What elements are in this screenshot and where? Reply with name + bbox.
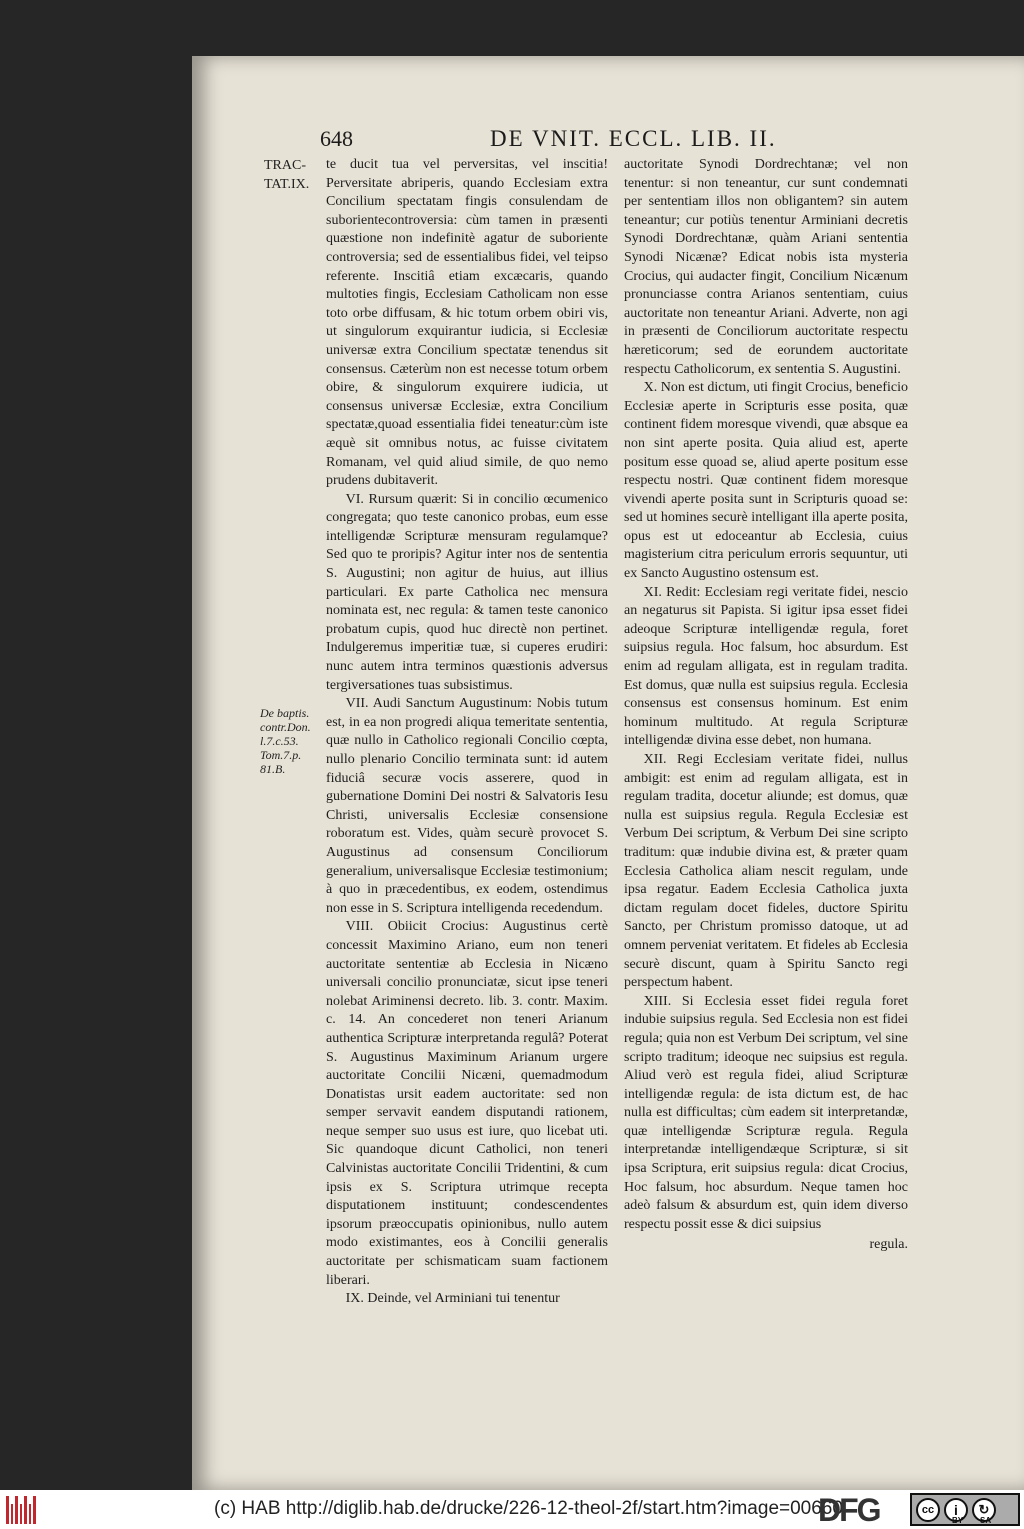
dfg-logo[interactable]: DFG: [818, 1492, 880, 1528]
page-header: [320, 126, 1004, 156]
paragraph: VI. Rursum quærit: Si in concilio œcumenico congregata; quo teste canonico probas, eum esse intelligendæ Scripturæ mensuram regulamque? Sed quo te proripis? Agitur inter nos de sententia S. Augustini; non agitur de huius, aut illius particulari. Ex parte Catholica nec mensura nominata est, nec regula: & tamen teste canonico probatum cupis, quod huc directè non pertinet. Indulgeremus imperitiæ tuæ, si cuperes erudiri: nunc autem intra terminos quæstionis adversus tergiversationes tuas subsistimus.: [326, 491, 608, 693]
left-column: [326, 156, 608, 1309]
cc-license-badge[interactable]: [910, 1493, 1020, 1526]
book-page: [192, 56, 1024, 1490]
attribution-icon: i: [944, 1498, 968, 1522]
viewer-footer: [0, 1490, 1024, 1529]
hab-logo-icon[interactable]: [6, 1496, 36, 1524]
paragraph: te ducit tua vel perversitas, vel inscitia! Perversitate abriperis, quando Ecclesiam extra Concilium spectatam fingis consulendam de suborientecontroversia: cùm tamen in præsenti quæstione non indefinitè agatur de suboriente controversia; sed de essentialibus fidei, vel teipso referente. Inscitiâ etiam excæcaris, quando multoties fingis, Ecclesiam Catholicam non esse toto orbe diffusam, & hic totum orbem obiri vis, ut singulorum exquirantur iudicia, si Ecclesiæ universæ extra Concilium spectatæ tenendus sit consensus. Cæterùm non est necesse totum orbem obire, & singulorum exquirere iudicia, ut consensus universæ Ecclesiæ, extra Concilium spectatæ,quoad essentialia fidei teneatur:cùm iste æquè sit omnibus notus, ac fuisse civitatem Romanam, vel quid aliud simile, de quo nemo prudens dubitaverit.: [326, 157, 608, 489]
paragraph: XI. Redit: Ecclesiam regi veritate fidei, nescio an negaturus sit Papista. Si igitur ipsa esset fidei adeoque Scripturæ intelligendæ regula, foret suipsius regula. Hoc falsum, hoc absurdum. Est enim ad regulam alligata, est in regulam tradita. Est domus, quæ nulla est suipsius regula. Ecclesia consensus est consensus hominum. Est enim hominum multitudo. At regula Scripturæ intelligendæ divina esse debet, non humana.: [624, 584, 908, 749]
share-alike-icon: ↻: [972, 1498, 996, 1522]
running-title: DE VNIT. ECCL. LIB. II.: [490, 126, 777, 151]
paragraph: X. Non est dictum, uti fingit Crocius, beneficio Ecclesiæ aperte in Scripturis esse posita, quæ continent fidem moresque vivendi, quæ absque ea non sint aperte posita. Quia aliud est, aperte positum esse quoad se, aliud aperte positum esse respectu nostri. Quæ continent fidem moresque vivendi aperte posita sunt in Scripturis quoad se: sed ut homines securè intelligant illa aperte posita, opus est ut edoceantur ab Ecclesia, cuius magisterium citra periculum erroris sequuntur, uti ex Sancto Augustino ostensum est.: [624, 380, 908, 582]
cc-icon: cc: [916, 1498, 940, 1522]
margin-note-tract: TRAC- TAT.IX.: [264, 158, 310, 192]
paragraph: VIII. Obiicit Crocius: Augustinus certè concessit Maximino Ariano, eum non teneri auctoritate sententiæ ab Ecclesia in Nicæno universali concilio pronunciatæ, sicut ipse teneri nolebat Ariminensi decreto. lib. 3. contr. Maxim. c. 14. An concederet non teneri Arianum authentica Scripturæ interpretanda regulâ? Poterat S. Augustinus Maximinum Arianum urgere auctoritate Concilii Nicæni, quemadmodum Donatistas ursit eadem auctoritate: sed non semper servavit eandem disputandi rationem, neque semper suo usus est iure, quo licebat uti. Sic quandoque dicunt Catholici, non teneri Calvinistas auctoritate Concilii Tridentini, & cum ipsis ex S. Scriptura utrimque recepta disputationem instituunt; condescendentes ipsorum præoccupatis opinionibus, nullo autem modo existimantes, eos à Concilii generalis auctoritate per schismaticam suam factionem liberari.: [326, 919, 608, 1288]
by-label: BY: [952, 1516, 964, 1525]
catchword: regula.: [869, 1237, 908, 1253]
paragraph: auctoritate Synodi Dordrechtanæ; vel non tenentur: si non teneantur, cur sunt condemnati per sententiam illos non obligantem? sin autem teneantur; cur potiùs tenentur Arminiani decretis Synodi Dordrechtanæ, quàm Ariani sententia Synodi Nicænæ? Edicat nobis ista mysteria Crocius, qui audacter fingit, Concilium Nicænum pronunciasse contra Arianos sententiam, cuius auctoritate non teneantur Ariani. Adverte, non agi in præsenti de Conciliorum auctoritate respectu hæreticorum; sed de eorundem auctoritate respectu Catholicorum, ex sententia S. Augustini.: [624, 157, 908, 377]
right-column: [624, 156, 908, 1255]
source-url-link[interactable]: (c) HAB http://diglib.hab.de/drucke/226-12-theol-2f/start.htm?image=00660: [214, 1498, 843, 1519]
paragraph: XII. Regi Ecclesiam veritate fidei, nullus ambigit: est enim ad regulam alligata, est in regulam tradita, docetur aliunde; est domus, quæ nulla est suipsius regula. Regula Ecclesiæ est Verbum Dei scriptum, & Verbum Dei sine scripto traditum: quæ indubie divina est, & præter quam Ecclesia Catholica aliam nescit regulam, unde ipsa regatur. Eadem Ecclesia Catholica juxta dictam regulam docet fideles, ductore Spiritu Sancto, per Christum promisso datoque, ut ad omnem perveniat veritatem. Et fideles ab Ecclesia securè discunt, quam à Spiritu Sancto regi perspectum habent.: [624, 752, 908, 991]
sa-label: SA: [980, 1516, 992, 1525]
page-number: 648: [320, 126, 353, 151]
margin-note-reference: De baptis. contr.Don. l.7.c.53. Tom.7.p. 81.B.: [260, 706, 311, 776]
paragraph: IX. Deinde, vel Arminiani tui tenentur: [345, 1291, 560, 1307]
paragraph: VII. Audi Sanctum Augustinum: Nobis tutum est, in ea non progredi aliqua temeritate sententia, quæ nullo in Catholico regionali Concilio cœpta, nullo plenario Concilio terminata sunt: id autem fiduciâ securæ vocis asserere, quod in gubernatione Domini Dei nostri & Salvatoris Iesu Christi, universalis Ecclesiæ consensione roboratum est. Vides, quàm securè provocet S. Augustinus ad consensum Conciliorum generalium, universalisque Ecclesiæ testimonium; à quo in præcedentibus, ex eodem, ostendimus non esse in S. Scriptura intelligenda recedendum.: [326, 696, 608, 916]
paragraph: XIII. Si Ecclesia esset fidei regula foret indubie suipsius regula. Sed Ecclesia non est fidei regula; quia non est Verbum Dei scriptum, vel sine scripto traditum; ideoque nec suipsius est regula. Aliud verò est regula fidei, aliud Scripturæ intelligendæ regula: de ista dictum est, de hac nulla est difficultas; cùm eadem sit interpretandæ, quæ intelligendæ Scripturæ regula. Regula interpretandæ intelligendæque Scripturæ, si sit ipsa Scriptura, erit suipsius regula: dicat Crocius, Hoc falsum, hoc absurdum. Neque tamen hoc adeò falsum & absurdum est, quin idem diverso respectu possit esse & dici suipsius: [624, 993, 908, 1232]
